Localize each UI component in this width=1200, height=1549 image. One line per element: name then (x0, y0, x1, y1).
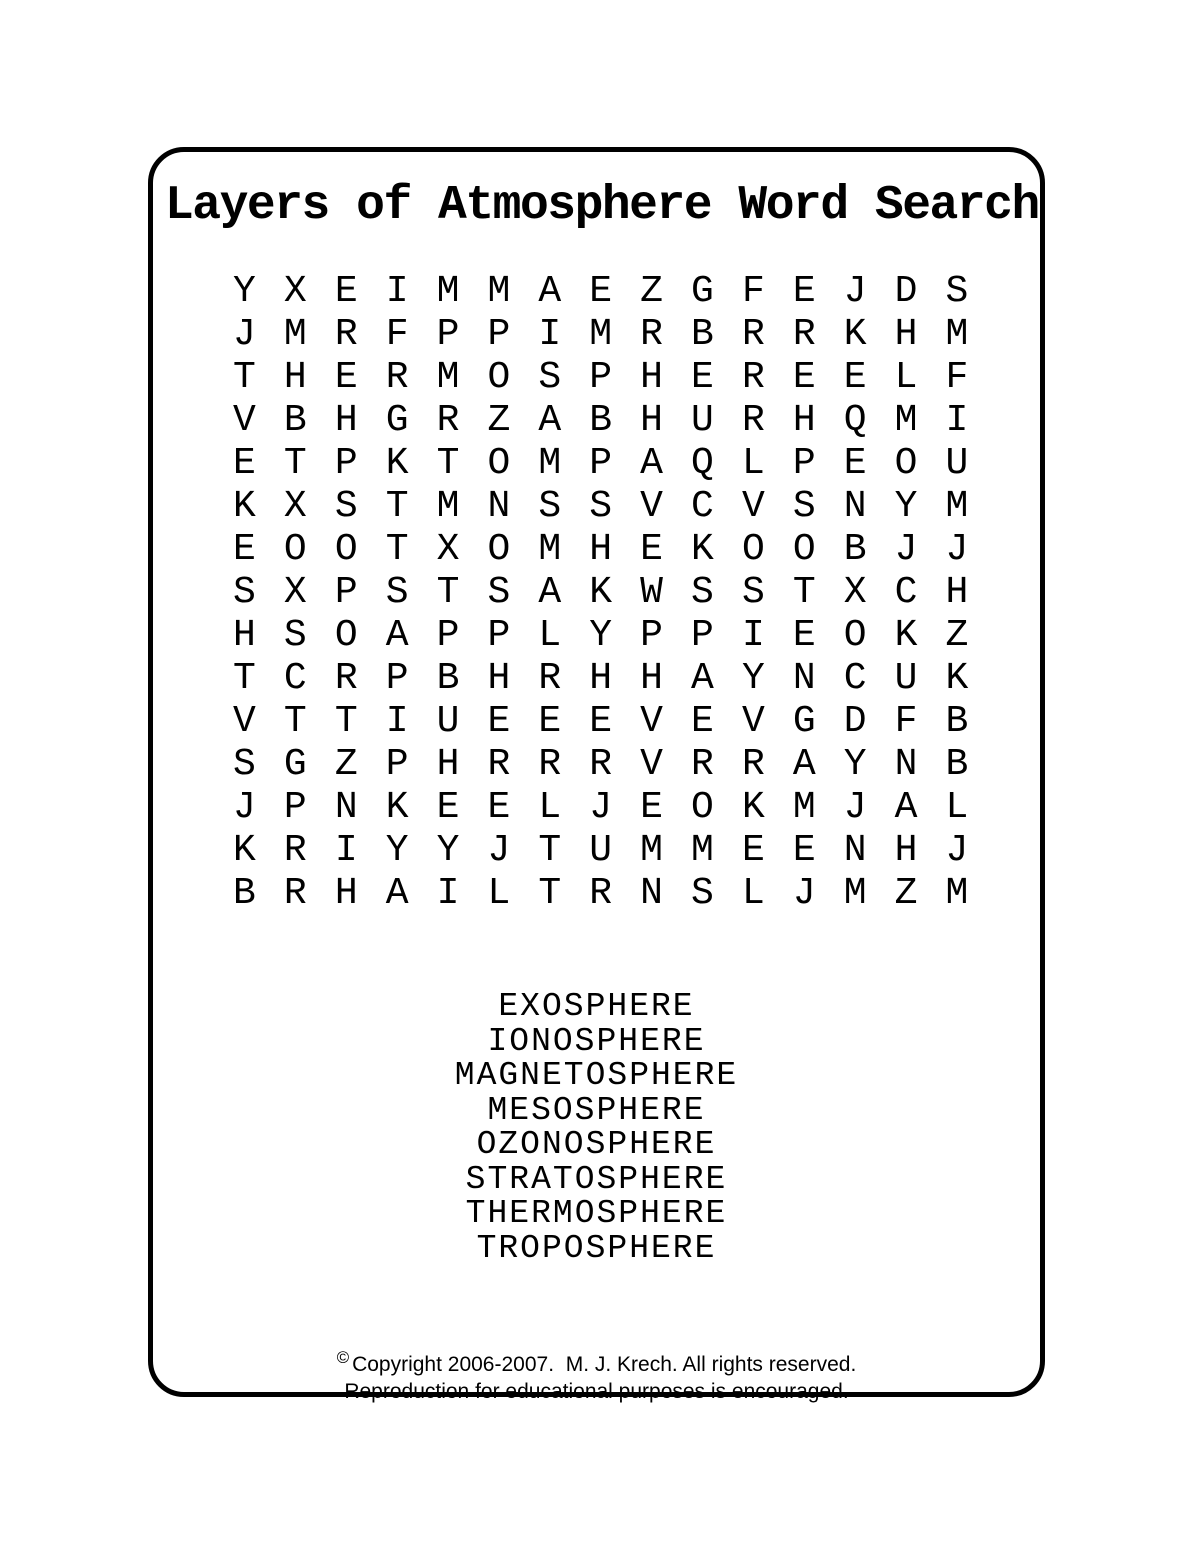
grid-cell: Z (487, 399, 511, 442)
grid-cell: J (843, 270, 867, 313)
grid-cell: T (538, 872, 562, 915)
grid-cell: T (283, 442, 307, 485)
grid-cell: G (792, 700, 816, 743)
grid-cell: N (843, 829, 867, 872)
grid-cell: X (283, 485, 307, 528)
grid-cell: A (640, 442, 663, 485)
grid-cell: F (894, 700, 918, 743)
grid-cell: V (640, 485, 663, 528)
grid-cell: N (792, 657, 816, 700)
grid-cell: L (538, 786, 562, 829)
grid-cell: T (538, 829, 562, 872)
grid-cell: M (945, 313, 969, 356)
grid-cell: V (233, 399, 256, 442)
grid-cell: N (334, 786, 358, 829)
grid-cell: U (894, 657, 918, 700)
grid-cell: G (691, 270, 714, 313)
grid-cell: P (334, 571, 358, 614)
letter-grid (219, 270, 982, 915)
grid-cell: J (894, 528, 918, 571)
grid-cell: I (538, 313, 562, 356)
grid-cell: H (640, 657, 663, 700)
page-title: Layers of Atmosphere Word Search (165, 179, 1039, 233)
grid-cell: J (589, 786, 613, 829)
grid-cell: V (741, 700, 765, 743)
grid-cell: R (691, 743, 714, 786)
grid-cell: A (538, 571, 562, 614)
grid-cell: N (843, 485, 867, 528)
grid-cell: E (589, 270, 613, 313)
grid-cell: P (334, 442, 358, 485)
grid-cell: C (894, 571, 918, 614)
grid-cell: R (283, 872, 307, 915)
grid-cell: J (945, 528, 969, 571)
grid-cell: R (589, 743, 613, 786)
grid-cell: P (487, 313, 511, 356)
grid-cell: Y (589, 614, 613, 657)
grid-cell: H (945, 571, 969, 614)
grid-cell: E (792, 614, 816, 657)
grid-cell: Y (741, 657, 765, 700)
grid-cell: C (691, 485, 714, 528)
grid-cell: E (843, 442, 867, 485)
worksheet-frame (148, 147, 1045, 1403)
grid-cell: D (843, 700, 867, 743)
word-list-item: THERMOSPHERE (465, 1195, 728, 1232)
grid-cell: E (792, 829, 816, 872)
grid-cell: E (792, 356, 816, 399)
grid-cell: R (538, 743, 562, 786)
grid-cell: V (640, 700, 663, 743)
word-list-item: OZONOSPHERE (476, 1126, 717, 1163)
grid-cell: S (792, 485, 816, 528)
grid-cell: L (487, 872, 511, 915)
grid-cell: K (233, 829, 256, 872)
word-list (153, 990, 1040, 1266)
grid-cell: R (741, 313, 765, 356)
grid-cell: L (741, 442, 765, 485)
grid-cell: K (843, 313, 867, 356)
grid-cell: H (792, 399, 816, 442)
grid-cell: P (385, 657, 409, 700)
grid-cell: L (945, 786, 969, 829)
grid-cell: A (792, 743, 816, 786)
grid-cell: E (691, 356, 714, 399)
grid-cell: A (894, 786, 918, 829)
grid-cell: S (538, 485, 562, 528)
grid-cell: H (436, 743, 460, 786)
grid-cell: R (436, 399, 460, 442)
grid-cell: P (640, 614, 663, 657)
grid-cell: N (894, 743, 918, 786)
grid-cell: R (741, 399, 765, 442)
grid-cell: E (233, 528, 256, 571)
grid-cell: R (334, 657, 358, 700)
word-list-item: TROPOSPHERE (476, 1229, 717, 1267)
grid-cell: M (589, 313, 613, 356)
grid-cell: J (843, 786, 867, 829)
grid-cell: E (640, 528, 663, 571)
grid-cell: E (436, 786, 460, 829)
grid-cell: W (640, 571, 663, 614)
grid-cell: O (741, 528, 765, 571)
copyright-line (153, 1344, 1040, 1378)
grid-cell: B (843, 528, 867, 571)
grid-cell: B (436, 657, 460, 700)
grid-cell: M (945, 485, 969, 528)
grid-cell: I (385, 270, 409, 313)
grid-cell: X (283, 571, 307, 614)
grid-cell: P (487, 614, 511, 657)
grid-cell: O (283, 528, 307, 571)
grid-cell: J (487, 829, 511, 872)
grid-cell: K (385, 442, 409, 485)
grid-cell: T (233, 356, 256, 399)
grid-cell: J (792, 872, 816, 915)
grid-cell: E (334, 356, 358, 399)
grid-cell: R (792, 313, 816, 356)
grid-cell: P (436, 614, 460, 657)
grid-cell: E (589, 700, 613, 743)
grid-cell: E (792, 270, 816, 313)
grid-cell: P (589, 442, 613, 485)
grid-cell: I (385, 700, 409, 743)
grid-cell: N (640, 872, 663, 915)
grid-cell: P (385, 743, 409, 786)
grid-cell: I (741, 614, 765, 657)
grid-cell: Z (894, 872, 918, 915)
grid-cell: S (538, 356, 562, 399)
word-list-item: MAGNETOSPHERE (454, 1057, 739, 1094)
grid-cell: E (487, 786, 511, 829)
grid-cell: L (741, 872, 765, 915)
grid-cell: K (741, 786, 765, 829)
grid-cell: Q (843, 399, 867, 442)
grid-cell: S (283, 614, 307, 657)
grid-cell: H (894, 313, 918, 356)
grid-cell: T (385, 528, 409, 571)
grid-cell: G (385, 399, 409, 442)
grid-cell: P (691, 614, 714, 657)
grid-cell: Y (436, 829, 460, 872)
grid-cell: H (589, 657, 613, 700)
grid-cell: Y (385, 829, 409, 872)
grid-cell: E (538, 700, 562, 743)
grid-cell: O (487, 442, 511, 485)
grid-cell: K (945, 657, 969, 700)
grid-cell: S (741, 571, 765, 614)
grid-cell: H (894, 829, 918, 872)
grid-cell: F (741, 270, 765, 313)
grid-cell: X (843, 571, 867, 614)
grid-cell: O (894, 442, 918, 485)
grid-cell: F (385, 313, 409, 356)
grid-cell: S (487, 571, 511, 614)
grid-cell: K (385, 786, 409, 829)
grid-cell: H (640, 399, 663, 442)
grid-cell: R (283, 829, 307, 872)
grid-cell: M (538, 528, 562, 571)
grid-cell: M (894, 399, 918, 442)
grid-cell: Z (334, 743, 358, 786)
grid-cell: B (233, 872, 256, 915)
grid-cell: H (589, 528, 613, 571)
grid-cell: S (589, 485, 613, 528)
grid-cell: X (283, 270, 307, 313)
word-list-item: STRATOSPHERE (465, 1160, 728, 1198)
grid-cell: R (385, 356, 409, 399)
grid-cell: A (385, 614, 409, 657)
grid-cell: R (640, 313, 663, 356)
grid-cell: T (436, 442, 460, 485)
grid-cell: K (589, 571, 613, 614)
grid-cell: K (894, 614, 918, 657)
grid-cell: D (894, 270, 918, 313)
grid-cell: P (589, 356, 613, 399)
grid-cell: N (487, 485, 511, 528)
grid-cell: A (385, 872, 409, 915)
grid-cell: J (233, 786, 256, 829)
grid-cell: O (792, 528, 816, 571)
grid-cell: V (640, 743, 663, 786)
copyright-text: Copyright 2006-2007. M. J. Krech. All rights reserved. (352, 1353, 857, 1376)
grid-cell: I (436, 872, 460, 915)
word-list-item: IONOSPHERE (487, 1022, 706, 1060)
copyright-footer (153, 1344, 1040, 1405)
grid-cell: E (487, 700, 511, 743)
grid-cell: O (334, 614, 358, 657)
grid-cell: Y (894, 485, 918, 528)
grid-cell: C (283, 657, 307, 700)
grid-cell: V (741, 485, 765, 528)
grid-cell: Z (640, 270, 663, 313)
grid-cell: E (741, 829, 765, 872)
grid-cell: M (283, 313, 307, 356)
grid-cell: T (792, 571, 816, 614)
grid-cell: T (334, 700, 358, 743)
grid-cell: M (792, 786, 816, 829)
grid-cell: S (945, 270, 969, 313)
grid-cell: A (538, 399, 562, 442)
grid-cell: X (436, 528, 460, 571)
grid-cell: O (487, 528, 511, 571)
grid-cell: O (843, 614, 867, 657)
grid-cell: B (945, 743, 969, 786)
grid-cell: O (691, 786, 714, 829)
grid-cell: R (741, 743, 765, 786)
grid-cell: E (691, 700, 714, 743)
grid-cell: T (436, 571, 460, 614)
grid-cell: M (640, 829, 663, 872)
copyright-symbol: © (336, 1348, 350, 1367)
grid-cell: M (436, 356, 460, 399)
grid-cell: S (334, 485, 358, 528)
grid-cell: S (691, 571, 714, 614)
grid-cell: I (334, 829, 358, 872)
grid-cell: Q (691, 442, 714, 485)
grid-cell: O (334, 528, 358, 571)
grid-cell: M (436, 270, 460, 313)
grid-cell: K (691, 528, 714, 571)
grid-cell: P (283, 786, 307, 829)
grid-cell: K (233, 485, 256, 528)
grid-cell: H (334, 399, 358, 442)
grid-cell: R (741, 356, 765, 399)
grid-cell: Y (233, 270, 256, 313)
grid-cell: T (283, 700, 307, 743)
grid-cell: B (945, 700, 969, 743)
grid-cell: M (487, 270, 511, 313)
grid-cell: A (538, 270, 562, 313)
grid-cell: Z (945, 614, 969, 657)
grid-cell: U (691, 399, 714, 442)
grid-cell: J (233, 313, 256, 356)
grid-cell: S (233, 743, 256, 786)
grid-cell: S (691, 872, 714, 915)
grid-cell: B (589, 399, 613, 442)
grid-cell: S (385, 571, 409, 614)
grid-cell: G (283, 743, 307, 786)
grid-cell: B (283, 399, 307, 442)
grid-cell: T (385, 485, 409, 528)
grid-cell: H (640, 356, 663, 399)
grid-cell: I (945, 399, 969, 442)
grid-cell: H (487, 657, 511, 700)
grid-cell: R (334, 313, 358, 356)
reproduction-line: Reproduction for educational purposes is encouraged. (344, 1380, 849, 1403)
grid-cell: M (691, 829, 714, 872)
grid-cell: E (640, 786, 663, 829)
grid-cell: H (283, 356, 307, 399)
grid-cell: B (691, 313, 714, 356)
grid-cell: M (538, 442, 562, 485)
grid-cell: U (589, 829, 613, 872)
grid-cell: J (945, 829, 969, 872)
grid-cell: T (233, 657, 256, 700)
grid-cell: H (334, 872, 358, 915)
grid-cell: V (233, 700, 256, 743)
word-list-item: EXOSPHERE (498, 988, 695, 1025)
grid-cell: R (589, 872, 613, 915)
grid-cell: U (436, 700, 460, 743)
grid-cell: Y (843, 743, 867, 786)
grid-cell: L (538, 614, 562, 657)
grid-cell: E (334, 270, 358, 313)
grid-cell: C (843, 657, 867, 700)
grid-cell: M (436, 485, 460, 528)
grid-cell: R (538, 657, 562, 700)
grid-cell: P (792, 442, 816, 485)
grid-cell: A (691, 657, 714, 700)
grid-cell: E (233, 442, 256, 485)
word-list-item: MESOSPHERE (487, 1091, 706, 1129)
grid-cell: F (945, 356, 969, 399)
grid-cell: P (436, 313, 460, 356)
grid-cell: H (233, 614, 256, 657)
grid-cell: E (843, 356, 867, 399)
grid-cell: S (233, 571, 256, 614)
grid-cell: R (487, 743, 511, 786)
grid-cell: M (843, 872, 867, 915)
grid-cell: O (487, 356, 511, 399)
grid-cell: U (945, 442, 969, 485)
grid-cell: L (894, 356, 918, 399)
grid-cell: M (945, 872, 969, 915)
